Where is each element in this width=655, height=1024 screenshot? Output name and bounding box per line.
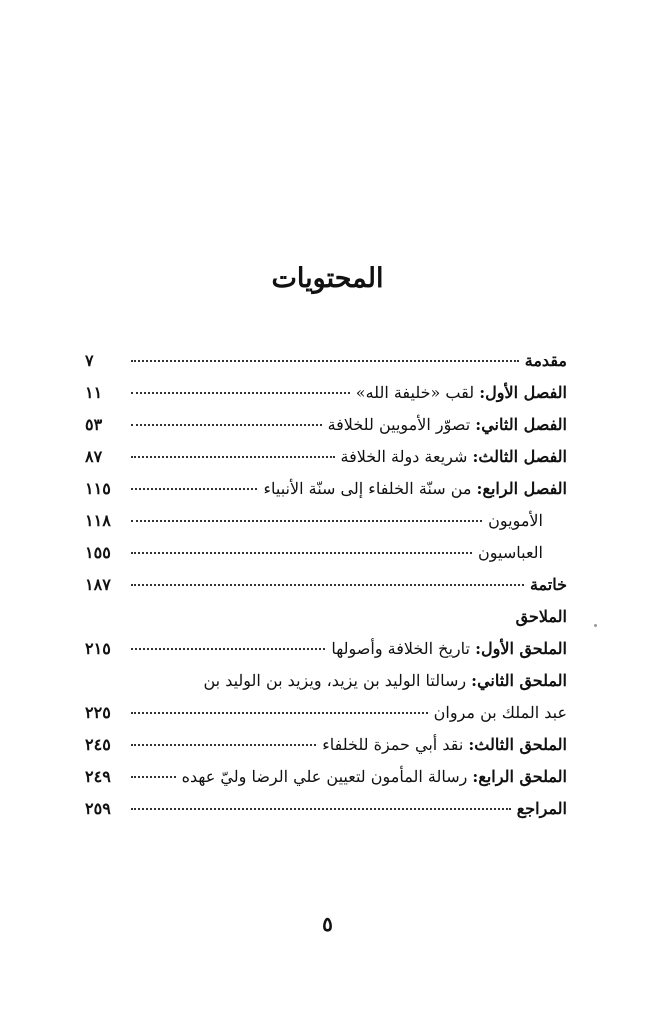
toc-entry-label: خاتمة xyxy=(529,575,567,594)
scan-speck xyxy=(594,624,597,627)
toc-entry-label: المراجع xyxy=(516,799,567,818)
toc-page-number: ٨٧ xyxy=(85,447,103,466)
toc-page-number: ٧ xyxy=(85,351,94,370)
toc-entry-label: الملحق الرابع: xyxy=(472,767,567,786)
leader-dots xyxy=(131,648,325,650)
toc-entry-label: مقدمة xyxy=(524,351,567,370)
toc-entry-text: لقب «خليفة الله» xyxy=(355,383,480,402)
leader-dots xyxy=(131,808,511,810)
toc-entry-text: تاريخ الخلافة وأصولها xyxy=(331,639,476,658)
toc-page-number: ١١ xyxy=(85,383,103,402)
toc-row-chapter-2[interactable] xyxy=(85,409,567,441)
toc-entry-label: الملحق الثاني: xyxy=(471,671,567,690)
page-number: ٥ xyxy=(322,912,333,936)
toc-row-chapter-3[interactable] xyxy=(85,441,567,473)
toc-entry-text: رسالتا الوليد بن يزيد، ويزيد بن الوليد بن xyxy=(203,671,472,690)
toc-entry-text: عبد الملك بن مروان xyxy=(433,703,567,722)
toc-page-number: ٢١٥ xyxy=(85,639,111,658)
leader-dots xyxy=(131,520,482,522)
toc-entry-text: العباسيون xyxy=(478,543,543,562)
toc-entry-label: الملحق الأول: xyxy=(475,639,567,658)
page-title: المحتويات xyxy=(271,263,384,294)
toc-row-appendix-2[interactable] xyxy=(85,665,567,697)
toc-row-abbasids[interactable] xyxy=(85,537,567,569)
toc-page-number: ٢٢٥ xyxy=(85,703,111,722)
toc-entry-text: نقد أبي حمزة للخلفاء xyxy=(322,735,469,754)
toc-page-number: ١١٥ xyxy=(85,479,111,498)
toc-page-number: ٢٤٥ xyxy=(85,735,111,754)
leader-dots xyxy=(131,488,257,490)
toc-page-number: ٥٣ xyxy=(85,415,103,434)
toc-row-appendix-2-continued[interactable] xyxy=(85,697,567,729)
leader-dots xyxy=(131,712,428,714)
toc-row-appendix-3[interactable] xyxy=(85,729,567,761)
leader-dots xyxy=(131,424,322,426)
toc-section-heading: الملاحق xyxy=(515,607,567,626)
leader-dots xyxy=(131,584,524,586)
toc-page-number: ١١٨ xyxy=(85,511,111,530)
toc-section-appendices xyxy=(85,601,567,633)
toc-entry-label: الفصل الرابع: xyxy=(476,479,567,498)
toc-entry-text: من سنّة الخلفاء إلى سنّة الأنبياء xyxy=(263,479,477,498)
leader-dots xyxy=(131,744,316,746)
toc-row-appendix-4[interactable] xyxy=(85,761,567,793)
toc-page-number: ٢٥٩ xyxy=(85,799,111,818)
leader-dots xyxy=(131,392,350,394)
toc-entry-text: الأمويون xyxy=(488,511,543,530)
leader-dots xyxy=(131,552,472,554)
leader-dots xyxy=(131,360,519,362)
table-of-contents xyxy=(85,345,567,825)
toc-row-umayyads[interactable] xyxy=(85,505,567,537)
toc-entry-label: الفصل الأول: xyxy=(479,383,567,402)
toc-entry-text: تصوّر الأمويين للخلافة xyxy=(327,415,476,434)
toc-row-appendix-1[interactable] xyxy=(85,633,567,665)
toc-entry-text: رسالة المأمون لتعيين علي الرضا وليّ عهده xyxy=(181,767,473,786)
leader-dots xyxy=(131,776,176,778)
leader-dots xyxy=(131,456,335,458)
toc-entry-label: الملحق الثالث: xyxy=(468,735,567,754)
toc-row-chapter-4[interactable] xyxy=(85,473,567,505)
toc-page-number: ١٥٥ xyxy=(85,543,111,562)
toc-entry-label: الفصل الثاني: xyxy=(475,415,567,434)
toc-page-number: ٢٤٩ xyxy=(85,767,111,786)
toc-row-references[interactable] xyxy=(85,793,567,825)
toc-entry-label: الفصل الثالث: xyxy=(472,447,567,466)
toc-entry-text: شريعة دولة الخلافة xyxy=(340,447,473,466)
toc-row-conclusion[interactable] xyxy=(85,569,567,601)
toc-row-chapter-1[interactable] xyxy=(85,377,567,409)
toc-row-introduction[interactable] xyxy=(85,345,567,377)
toc-page-number: ١٨٧ xyxy=(85,575,111,594)
